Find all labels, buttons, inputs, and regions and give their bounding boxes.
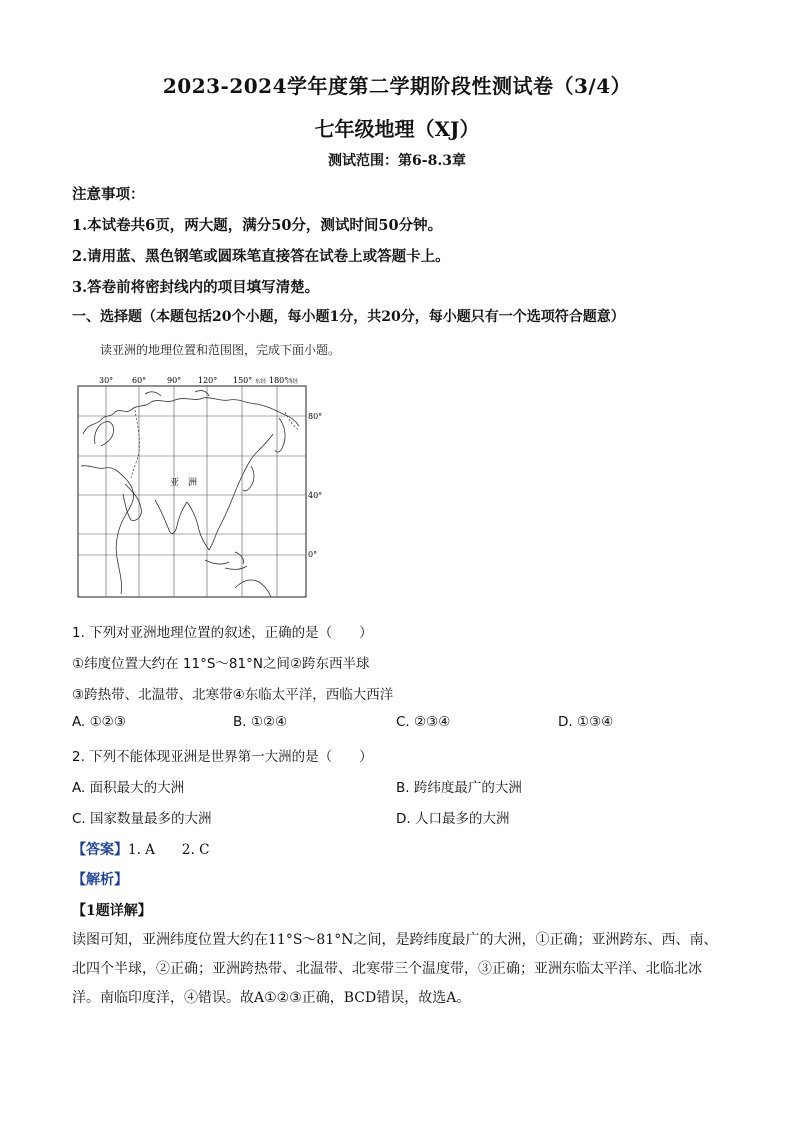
map-intro: 读亚洲的地理位置和范围图，完成下面小题。 bbox=[100, 343, 341, 357]
notice-heading: 注意事项： bbox=[72, 186, 145, 203]
lat-label: 80° bbox=[308, 412, 323, 421]
map-frame bbox=[78, 386, 306, 597]
q2-option-a[interactable]: A. 面积最大的大洲 bbox=[72, 780, 185, 796]
exam-subtitle: 七年级地理（XJ） bbox=[314, 117, 480, 141]
q1-detail-label: 【1题详解】 bbox=[72, 903, 152, 919]
answer-value: 1. A 2. C bbox=[128, 842, 210, 858]
q1-detail-text: 读图可知，亚洲纬度位置大约在11°S～81°N之间，是跨纬度最广的大洲，①正确；亚洲跨东、西、南、北四个半球，②正确；亚洲跨热带、北温带、北寒带三个温度带，③正确；亚洲东临太平洋、北临北冰洋。南临印度洋，④错误。故A①②③正确，BCD错误，故选A。 bbox=[72, 932, 718, 1006]
lon-label: 30° bbox=[99, 376, 114, 385]
lon-label: 90° bbox=[167, 376, 182, 385]
analysis-label: 【解析】 bbox=[72, 872, 128, 888]
q1-statement-line: ③跨热带、北温带、北寒带④东临太平洋，西临大西洋 bbox=[72, 687, 394, 703]
q2-stem: 2. 下列不能体现亚洲是世界第一大洲的是（ ） bbox=[72, 749, 373, 765]
lon-label: 西经 bbox=[287, 379, 299, 385]
answer-line bbox=[72, 838, 209, 859]
asia-map bbox=[75, 374, 335, 600]
test-scope: 测试范围：第6-8.3章 bbox=[328, 153, 466, 169]
lon-label: 150° bbox=[233, 376, 253, 385]
q1-statement-line: ①纬度位置大约在 11°S～81°N之间②跨东西半球 bbox=[72, 656, 370, 672]
lon-label: 东经 bbox=[255, 379, 267, 385]
notice-item: 3.答卷前将密封线内的项目填写清楚。 bbox=[72, 279, 320, 296]
q1-option-d[interactable]: D. ①③④ bbox=[558, 714, 614, 730]
exam-title: 2023-2024学年度第二学期阶段性测试卷（3/4） bbox=[162, 74, 632, 98]
q1-option-b[interactable]: B. ①②④ bbox=[233, 714, 288, 730]
q1-option-a[interactable]: A. ①②③ bbox=[72, 714, 126, 730]
asia-map-figure bbox=[75, 374, 335, 600]
lat-label: 0° bbox=[308, 550, 318, 559]
notice-item: 2.请用蓝、黑色钢笔或圆珠笔直接答在试卷上或答题卡上。 bbox=[72, 248, 450, 265]
lon-label: 120° bbox=[198, 376, 218, 385]
q1-option-c[interactable]: C. ②③④ bbox=[396, 714, 451, 730]
lon-label: 60° bbox=[132, 376, 147, 385]
answer-label: 【答案】 bbox=[72, 842, 128, 858]
section-heading: 一、选择题（本题包括20个小题，每小题1分，共20分，每小题只有一个选项符合题意） bbox=[72, 309, 625, 325]
q2-option-b[interactable]: B. 跨纬度最广的大洲 bbox=[396, 780, 522, 796]
asia-label: 亚 洲 bbox=[170, 478, 198, 488]
notice-item: 1.本试卷共6页，两大题，满分50分，测试时间50分钟。 bbox=[72, 217, 443, 234]
q2-option-c[interactable]: C. 国家数量最多的大洲 bbox=[72, 811, 212, 827]
lat-label: 40° bbox=[308, 491, 323, 500]
lon-label: 180° bbox=[269, 376, 289, 385]
q2-option-d[interactable]: D. 人口最多的大洲 bbox=[396, 811, 510, 827]
q1-stem: 1. 下列对亚洲地理位置的叙述，正确的是（ ） bbox=[72, 625, 373, 641]
